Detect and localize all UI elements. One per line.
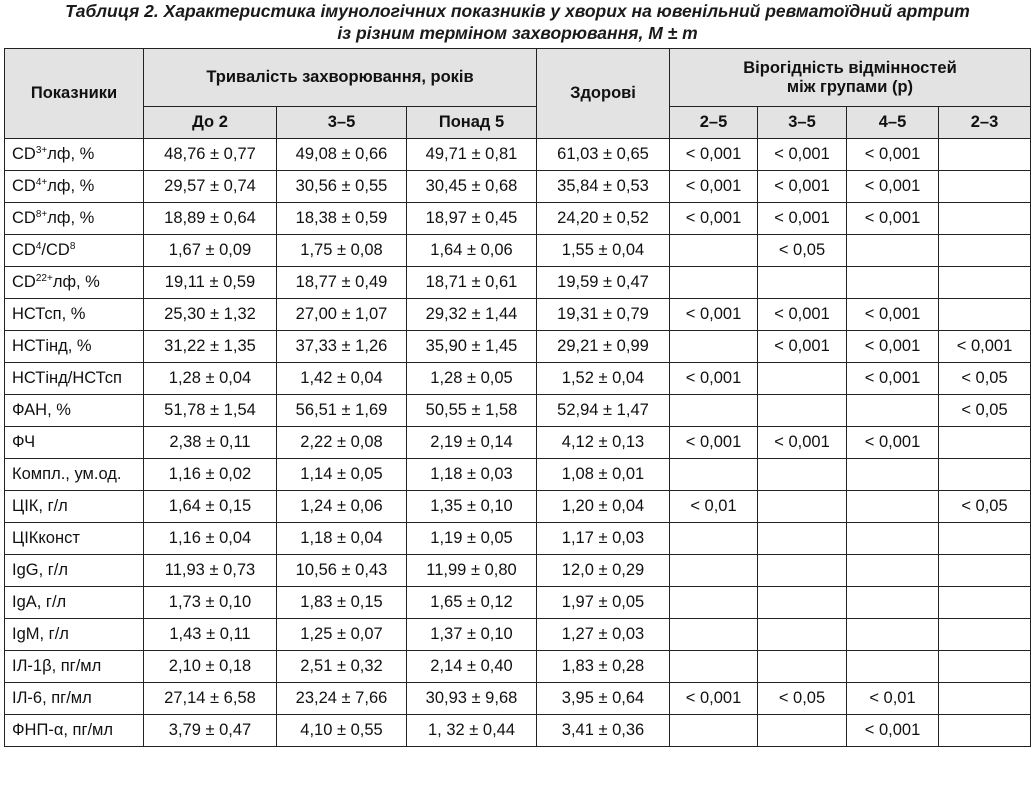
group-value-cell: 50,55 ± 1,58 <box>407 395 537 427</box>
p-value-cell: < 0,001 <box>939 331 1031 363</box>
p-value-cell <box>670 395 758 427</box>
group-value-cell: 18,77 ± 0,49 <box>277 267 407 299</box>
indicator-superscript: 3+ <box>35 145 48 156</box>
p-value-cell <box>758 587 847 619</box>
p-value-cell <box>847 459 939 491</box>
indicator-text: ФЧ <box>12 433 36 451</box>
p-value-cell <box>847 619 939 651</box>
group-value-cell: 1,64 ± 0,15 <box>144 491 277 523</box>
group-value-cell: 2,38 ± 0,11 <box>144 427 277 459</box>
group-value-cell: 1,83 ± 0,15 <box>277 587 407 619</box>
table-caption <box>0 0 1035 44</box>
group-value-cell: 1,35 ± 0,10 <box>407 491 537 523</box>
indicator-text: CD <box>12 145 36 163</box>
group-value-cell: 19,11 ± 0,59 <box>144 267 277 299</box>
indicator-text: лф, % <box>47 177 95 195</box>
p-value-cell <box>847 555 939 587</box>
table-row <box>5 427 1031 459</box>
p-value-cell <box>939 171 1031 203</box>
p-value-cell <box>847 587 939 619</box>
indicator-text: IgG, г/л <box>12 561 68 579</box>
p-value-cell: < 0,001 <box>847 203 939 235</box>
p-value-cell <box>670 459 758 491</box>
group-value-cell: 1,73 ± 0,10 <box>144 587 277 619</box>
p-value-cell <box>847 395 939 427</box>
table-row <box>5 651 1031 683</box>
group-value-cell: 2,19 ± 0,14 <box>407 427 537 459</box>
header-significance <box>670 49 1031 107</box>
group-value-cell: 11,99 ± 0,80 <box>407 555 537 587</box>
p-value-cell <box>670 235 758 267</box>
row-indicator-name <box>5 267 144 299</box>
row-indicator-name <box>5 555 144 587</box>
group-value-cell: 1,18 ± 0,03 <box>407 459 537 491</box>
indicator-superscript: 4+ <box>35 177 48 188</box>
row-indicator-name <box>5 171 144 203</box>
group-value-cell: 1,16 ± 0,02 <box>144 459 277 491</box>
header-group-2: 3–5 <box>277 107 407 139</box>
indicator-text: CD <box>12 177 36 195</box>
p-value-cell: < 0,001 <box>670 363 758 395</box>
indicator-text: CD <box>12 209 36 227</box>
p-value-cell <box>670 331 758 363</box>
p-value-cell <box>670 523 758 555</box>
healthy-value-cell: 52,94 ± 1,47 <box>537 395 670 427</box>
group-value-cell: 18,71 ± 0,61 <box>407 267 537 299</box>
p-value-cell <box>758 523 847 555</box>
group-value-cell: 1,65 ± 0,12 <box>407 587 537 619</box>
group-value-cell: 30,93 ± 9,68 <box>407 683 537 715</box>
group-value-cell: 30,45 ± 0,68 <box>407 171 537 203</box>
healthy-value-cell: 19,59 ± 0,47 <box>537 267 670 299</box>
p-value-cell: < 0,001 <box>758 171 847 203</box>
group-value-cell: 4,10 ± 0,55 <box>277 715 407 747</box>
healthy-value-cell: 19,31 ± 0,79 <box>537 299 670 331</box>
indicator-text: /CD <box>41 241 70 259</box>
p-value-cell <box>758 651 847 683</box>
table-row <box>5 331 1031 363</box>
indicator-text: CD <box>12 273 36 291</box>
p-value-cell <box>939 267 1031 299</box>
healthy-value-cell: 1,52 ± 0,04 <box>537 363 670 395</box>
p-value-cell <box>939 619 1031 651</box>
p-value-cell <box>758 491 847 523</box>
p-value-cell: < 0,001 <box>847 139 939 171</box>
indicator-text: ІЛ-1β, пг/мл <box>12 657 102 675</box>
indicator-text: лф, % <box>52 273 100 291</box>
header-significance-line-2: між групами (р) <box>786 77 914 96</box>
table-row <box>5 619 1031 651</box>
p-value-cell: < 0,001 <box>670 299 758 331</box>
row-indicator-name <box>5 395 144 427</box>
row-indicator-name <box>5 651 144 683</box>
group-value-cell: 23,24 ± 7,66 <box>277 683 407 715</box>
indicator-text: IgA, г/л <box>12 593 67 611</box>
p-value-cell <box>758 619 847 651</box>
group-value-cell: 1,19 ± 0,05 <box>407 523 537 555</box>
p-value-cell: < 0,001 <box>758 331 847 363</box>
group-value-cell: 1,18 ± 0,04 <box>277 523 407 555</box>
indicator-text: НСТінд/НСТсп <box>12 369 122 387</box>
p-value-cell <box>939 139 1031 171</box>
table-row <box>5 587 1031 619</box>
table-row <box>5 555 1031 587</box>
table-row <box>5 139 1031 171</box>
indicator-text: ЦІК, г/л <box>12 497 68 515</box>
p-value-cell: < 0,001 <box>670 683 758 715</box>
table-row <box>5 267 1031 299</box>
row-indicator-name <box>5 427 144 459</box>
healthy-value-cell: 4,12 ± 0,13 <box>537 427 670 459</box>
group-value-cell: 1,37 ± 0,10 <box>407 619 537 651</box>
p-value-cell <box>670 715 758 747</box>
p-value-cell: < 0,001 <box>847 299 939 331</box>
p-value-cell: < 0,01 <box>847 683 939 715</box>
caption-line-2: із різним терміном захворювання, M ± m <box>337 23 698 43</box>
group-value-cell: 51,78 ± 1,54 <box>144 395 277 427</box>
group-value-cell: 1,24 ± 0,06 <box>277 491 407 523</box>
group-value-cell: 18,89 ± 0,64 <box>144 203 277 235</box>
table-row <box>5 523 1031 555</box>
header-duration: Тривалість захворювання, років <box>144 49 537 107</box>
healthy-value-cell: 29,21 ± 0,99 <box>537 331 670 363</box>
table-row <box>5 299 1031 331</box>
healthy-value-cell: 24,20 ± 0,52 <box>537 203 670 235</box>
row-indicator-name <box>5 299 144 331</box>
p-value-cell: < 0,05 <box>758 235 847 267</box>
header-comparison-3: 4–5 <box>847 107 939 139</box>
row-indicator-name <box>5 715 144 747</box>
indicator-text: лф, % <box>47 145 95 163</box>
group-value-cell: 18,38 ± 0,59 <box>277 203 407 235</box>
indicator-text: CD <box>12 241 36 259</box>
group-value-cell: 11,93 ± 0,73 <box>144 555 277 587</box>
indicator-superscript: 22+ <box>35 273 53 284</box>
p-value-cell <box>939 683 1031 715</box>
table-row <box>5 203 1031 235</box>
group-value-cell: 56,51 ± 1,69 <box>277 395 407 427</box>
p-value-cell: < 0,05 <box>939 491 1031 523</box>
p-value-cell <box>939 715 1031 747</box>
healthy-value-cell: 1,83 ± 0,28 <box>537 651 670 683</box>
p-value-cell <box>939 651 1031 683</box>
p-value-cell <box>758 363 847 395</box>
p-value-cell <box>670 587 758 619</box>
group-value-cell: 1,16 ± 0,04 <box>144 523 277 555</box>
healthy-value-cell: 12,0 ± 0,29 <box>537 555 670 587</box>
group-value-cell: 2,14 ± 0,40 <box>407 651 537 683</box>
p-value-cell <box>670 651 758 683</box>
healthy-value-cell: 3,95 ± 0,64 <box>537 683 670 715</box>
group-value-cell: 1,28 ± 0,05 <box>407 363 537 395</box>
p-value-cell <box>939 555 1031 587</box>
header-healthy: Здорові <box>537 49 670 139</box>
header-group-1: До 2 <box>144 107 277 139</box>
healthy-value-cell: 1,20 ± 0,04 <box>537 491 670 523</box>
group-value-cell: 1,25 ± 0,07 <box>277 619 407 651</box>
row-indicator-name <box>5 459 144 491</box>
row-indicator-name <box>5 587 144 619</box>
p-value-cell <box>847 267 939 299</box>
group-value-cell: 3,79 ± 0,47 <box>144 715 277 747</box>
row-indicator-name <box>5 683 144 715</box>
p-value-cell: < 0,001 <box>847 171 939 203</box>
p-value-cell <box>939 587 1031 619</box>
indicator-text: НСТінд, % <box>12 337 92 355</box>
p-value-cell: < 0,05 <box>758 683 847 715</box>
healthy-value-cell: 1,55 ± 0,04 <box>537 235 670 267</box>
group-value-cell: 35,90 ± 1,45 <box>407 331 537 363</box>
indicator-text: ІЛ-6, пг/мл <box>12 689 92 707</box>
p-value-cell <box>758 267 847 299</box>
indicator-superscript: 8+ <box>35 209 48 220</box>
group-value-cell: 49,71 ± 0,81 <box>407 139 537 171</box>
p-value-cell <box>939 459 1031 491</box>
p-value-cell <box>758 555 847 587</box>
table-row <box>5 715 1031 747</box>
p-value-cell <box>670 555 758 587</box>
healthy-value-cell: 1,08 ± 0,01 <box>537 459 670 491</box>
table-body <box>5 139 1031 747</box>
group-value-cell: 37,33 ± 1,26 <box>277 331 407 363</box>
p-value-cell <box>939 427 1031 459</box>
indicator-text: лф, % <box>47 209 95 227</box>
healthy-value-cell: 1,17 ± 0,03 <box>537 523 670 555</box>
group-value-cell: 48,76 ± 0,77 <box>144 139 277 171</box>
p-value-cell: < 0,001 <box>847 427 939 459</box>
table-row <box>5 395 1031 427</box>
group-value-cell: 2,10 ± 0,18 <box>144 651 277 683</box>
p-value-cell: < 0,001 <box>670 171 758 203</box>
group-value-cell: 25,30 ± 1,32 <box>144 299 277 331</box>
p-value-cell <box>670 267 758 299</box>
group-value-cell: 29,57 ± 0,74 <box>144 171 277 203</box>
row-indicator-name <box>5 235 144 267</box>
p-value-cell: < 0,05 <box>939 363 1031 395</box>
group-value-cell: 1,67 ± 0,09 <box>144 235 277 267</box>
group-value-cell: 29,32 ± 1,44 <box>407 299 537 331</box>
healthy-value-cell: 1,27 ± 0,03 <box>537 619 670 651</box>
header-significance-line-1: Вірогідність відмінностей <box>743 58 957 77</box>
group-value-cell: 30,56 ± 0,55 <box>277 171 407 203</box>
p-value-cell: < 0,001 <box>758 203 847 235</box>
p-value-cell <box>939 203 1031 235</box>
table-row <box>5 363 1031 395</box>
row-indicator-name <box>5 619 144 651</box>
indicator-superscript: 4 <box>35 241 42 252</box>
p-value-cell <box>758 459 847 491</box>
indicator-text: ФАН, % <box>12 401 71 419</box>
group-value-cell: 1,75 ± 0,08 <box>277 235 407 267</box>
p-value-cell: < 0,001 <box>847 363 939 395</box>
p-value-cell: < 0,001 <box>847 331 939 363</box>
group-value-cell: 1, 32 ± 0,44 <box>407 715 537 747</box>
table-row <box>5 491 1031 523</box>
group-value-cell: 2,22 ± 0,08 <box>277 427 407 459</box>
p-value-cell: < 0,001 <box>847 715 939 747</box>
table-row <box>5 683 1031 715</box>
group-value-cell: 49,08 ± 0,66 <box>277 139 407 171</box>
p-value-cell <box>847 235 939 267</box>
healthy-value-cell: 3,41 ± 0,36 <box>537 715 670 747</box>
healthy-value-cell: 1,97 ± 0,05 <box>537 587 670 619</box>
group-value-cell: 27,14 ± 6,58 <box>144 683 277 715</box>
header-indicators: Показники <box>5 49 144 139</box>
row-indicator-name <box>5 331 144 363</box>
caption-line-1: Таблиця 2. Характеристика імунологічних показників у хворих на ювенільний ревматоїдний артрит <box>65 1 970 21</box>
p-value-cell: < 0,001 <box>758 299 847 331</box>
group-value-cell: 18,97 ± 0,45 <box>407 203 537 235</box>
group-value-cell: 1,43 ± 0,11 <box>144 619 277 651</box>
row-indicator-name <box>5 523 144 555</box>
group-value-cell: 31,22 ± 1,35 <box>144 331 277 363</box>
healthy-value-cell: 61,03 ± 0,65 <box>537 139 670 171</box>
indicator-text: НСТсп, % <box>12 305 86 323</box>
immunology-table <box>4 48 1031 747</box>
p-value-cell <box>670 619 758 651</box>
table-row <box>5 171 1031 203</box>
p-value-cell <box>847 491 939 523</box>
group-value-cell: 1,14 ± 0,05 <box>277 459 407 491</box>
p-value-cell <box>847 523 939 555</box>
p-value-cell: < 0,001 <box>758 427 847 459</box>
header-comparison-4: 2–3 <box>939 107 1031 139</box>
header-group-3: Понад 5 <box>407 107 537 139</box>
row-indicator-name <box>5 491 144 523</box>
p-value-cell: < 0,05 <box>939 395 1031 427</box>
row-indicator-name <box>5 139 144 171</box>
group-value-cell: 1,28 ± 0,04 <box>144 363 277 395</box>
indicator-text: Компл., ум.од. <box>12 465 122 483</box>
p-value-cell <box>939 235 1031 267</box>
p-value-cell <box>939 299 1031 331</box>
p-value-cell <box>847 651 939 683</box>
healthy-value-cell: 35,84 ± 0,53 <box>537 171 670 203</box>
p-value-cell <box>939 523 1031 555</box>
group-value-cell: 10,56 ± 0,43 <box>277 555 407 587</box>
p-value-cell: < 0,001 <box>670 139 758 171</box>
table-row <box>5 459 1031 491</box>
p-value-cell: < 0,01 <box>670 491 758 523</box>
group-value-cell: 27,00 ± 1,07 <box>277 299 407 331</box>
row-indicator-name <box>5 363 144 395</box>
header-comparison-1: 2–5 <box>670 107 758 139</box>
group-value-cell: 2,51 ± 0,32 <box>277 651 407 683</box>
indicator-superscript: 8 <box>69 241 76 252</box>
p-value-cell <box>758 715 847 747</box>
group-value-cell: 1,64 ± 0,06 <box>407 235 537 267</box>
p-value-cell: < 0,001 <box>758 139 847 171</box>
table-header <box>5 49 1031 139</box>
p-value-cell <box>758 395 847 427</box>
header-comparison-2: 3–5 <box>758 107 847 139</box>
row-indicator-name <box>5 203 144 235</box>
indicator-text: ФНП-α, пг/мл <box>12 721 114 739</box>
indicator-text: IgM, г/л <box>12 625 69 643</box>
group-value-cell: 1,42 ± 0,04 <box>277 363 407 395</box>
p-value-cell: < 0,001 <box>670 203 758 235</box>
indicator-text: ЦІКконст <box>12 529 80 547</box>
table-row <box>5 235 1031 267</box>
p-value-cell: < 0,001 <box>670 427 758 459</box>
